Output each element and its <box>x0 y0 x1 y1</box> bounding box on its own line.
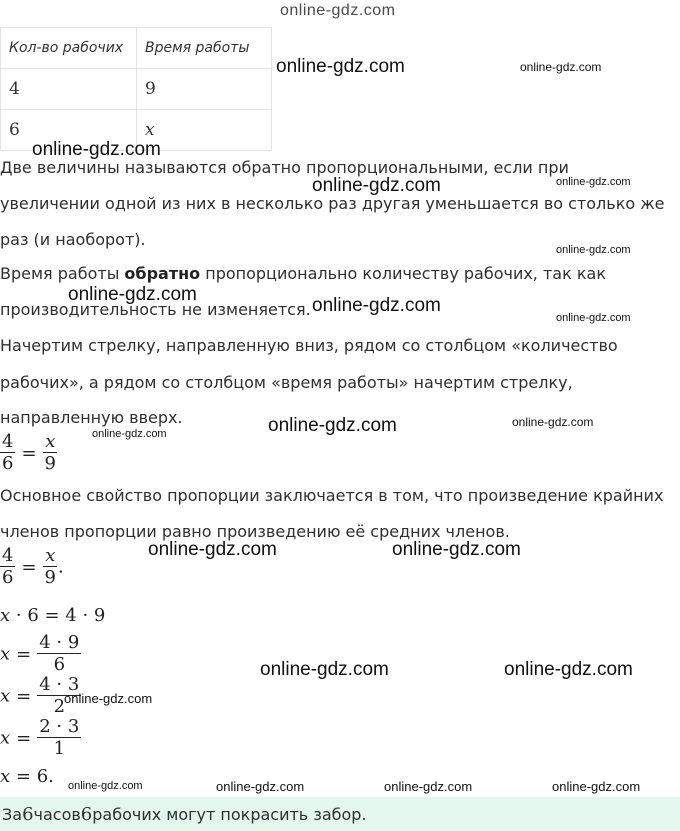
watermark: online-gdz.com <box>556 176 631 188</box>
answer-box <box>0 797 680 831</box>
watermark: online-gdz.com <box>148 539 277 560</box>
watermark: online-gdz.com <box>512 415 594 429</box>
data-table <box>0 27 272 151</box>
denominator: 6 <box>53 654 66 675</box>
variable: x <box>0 643 11 665</box>
fraction <box>37 717 81 760</box>
watermark: online-gdz.com <box>384 779 473 794</box>
equation-result <box>0 766 54 787</box>
cell-time: 9 <box>137 69 272 110</box>
cell-workers: 6 <box>1 110 137 151</box>
variable: x <box>0 766 11 787</box>
watermark: online-gdz.com <box>392 539 521 560</box>
denominator: 6 <box>2 567 14 588</box>
watermark: online-gdz.com <box>552 779 641 794</box>
text-line: производительность не изменяется. <box>0 300 311 319</box>
watermark: online-gdz.com <box>556 312 631 324</box>
text-line: Основное свойство пропорции заключается в том, что произведение крайних <box>0 486 664 505</box>
equation-step: x = $\frac{4 \cdot 3}{2}$ <box>0 674 80 717</box>
variable: x <box>0 685 11 707</box>
equation-step: x = $\frac{2 \cdot 3}{1}$ <box>0 716 80 759</box>
watermark: online-gdz.com <box>68 284 197 305</box>
watermark: online-gdz.com <box>268 415 397 436</box>
answer-text: За <box>2 804 23 824</box>
denominator: 1 <box>53 738 66 759</box>
text-line: раз (и наоборот). <box>0 230 146 249</box>
text-line: направленную вверх. <box>0 408 183 427</box>
punctuation: . <box>58 556 64 578</box>
answer-text: рабочих могут покрасить забор. <box>92 804 367 824</box>
text-line: Начертим стрелку, направленную вниз, рядом со столбцом «количество <box>0 336 618 355</box>
fraction <box>43 546 58 589</box>
table-header-row <box>1 28 272 69</box>
answer-number: 6 <box>22 803 34 825</box>
denominator: 2 <box>53 696 66 717</box>
equation-step: x = $\frac{4 \cdot 9}{6}$ <box>0 632 80 675</box>
answer-number: 6 <box>80 803 93 825</box>
watermark: online-gdz.com <box>504 659 633 680</box>
variable: x <box>0 605 11 626</box>
text-span: пропорционально количеству рабочих, так как <box>200 264 606 283</box>
denominator: 6 <box>2 453 14 474</box>
watermark: online-gdz.com <box>64 691 153 706</box>
watermark: online-gdz.com <box>312 295 441 316</box>
numerator: x <box>45 545 56 566</box>
denominator: 9 <box>44 567 56 588</box>
numerator: 4 · 9 <box>39 632 80 653</box>
cell-workers: 4 <box>1 69 137 110</box>
equation-proportion: $\frac{4}{6}$ = $\frac{x}{9}$ <box>2 431 56 474</box>
watermark: online-gdz.com <box>276 56 405 77</box>
text-line <box>0 264 606 283</box>
expression: = 6. <box>15 766 54 787</box>
text-line: рабочих», а рядом со столбцом «время работы» начертим стрелку, <box>0 373 573 392</box>
equation-proportion: $\frac{4}{6}$ = $\frac{x}{9}$ . <box>2 545 64 588</box>
watermark: online-gdz.com <box>92 428 167 440</box>
table-row <box>1 69 272 110</box>
fraction <box>37 633 81 676</box>
numerator: 4 · 3 <box>39 674 80 695</box>
watermark: online-gdz.com <box>312 175 441 196</box>
watermark-top: online-gdz.com <box>280 2 396 19</box>
header-workers: Кол-во рабочих <box>1 28 137 69</box>
variable: x <box>0 727 11 749</box>
watermark: online-gdz.com <box>216 779 305 794</box>
cell-time: x <box>137 110 272 151</box>
text-span: Время работы <box>0 264 125 283</box>
numerator: x <box>45 431 56 452</box>
expression: · 6 = 4 · 9 <box>15 605 106 626</box>
text-line: увеличении одной из них в несколько раз другая уменьшается во столько же <box>0 194 665 213</box>
header-time: Время работы <box>137 28 272 69</box>
equation-step <box>0 605 105 626</box>
watermark: online-gdz.com <box>260 659 389 680</box>
watermark: online-gdz.com <box>556 244 631 256</box>
denominator: 9 <box>44 453 56 474</box>
numerator: 4 <box>2 545 14 566</box>
numerator: 2 · 3 <box>39 716 80 737</box>
watermark: online-gdz.com <box>520 60 602 74</box>
watermark: online-gdz.com <box>32 139 161 160</box>
answer-text: часов <box>33 804 81 824</box>
text-line: членов пропорции равно произведению её средних членов. <box>0 522 510 541</box>
text-bold: обратно <box>124 264 201 283</box>
fraction <box>0 546 15 589</box>
watermark: online-gdz.com <box>68 780 143 792</box>
fraction <box>0 432 15 475</box>
numerator: 4 <box>2 431 14 452</box>
fraction <box>43 432 58 475</box>
text-line: Две величины называются обратно пропорциональными, если при <box>0 158 569 177</box>
